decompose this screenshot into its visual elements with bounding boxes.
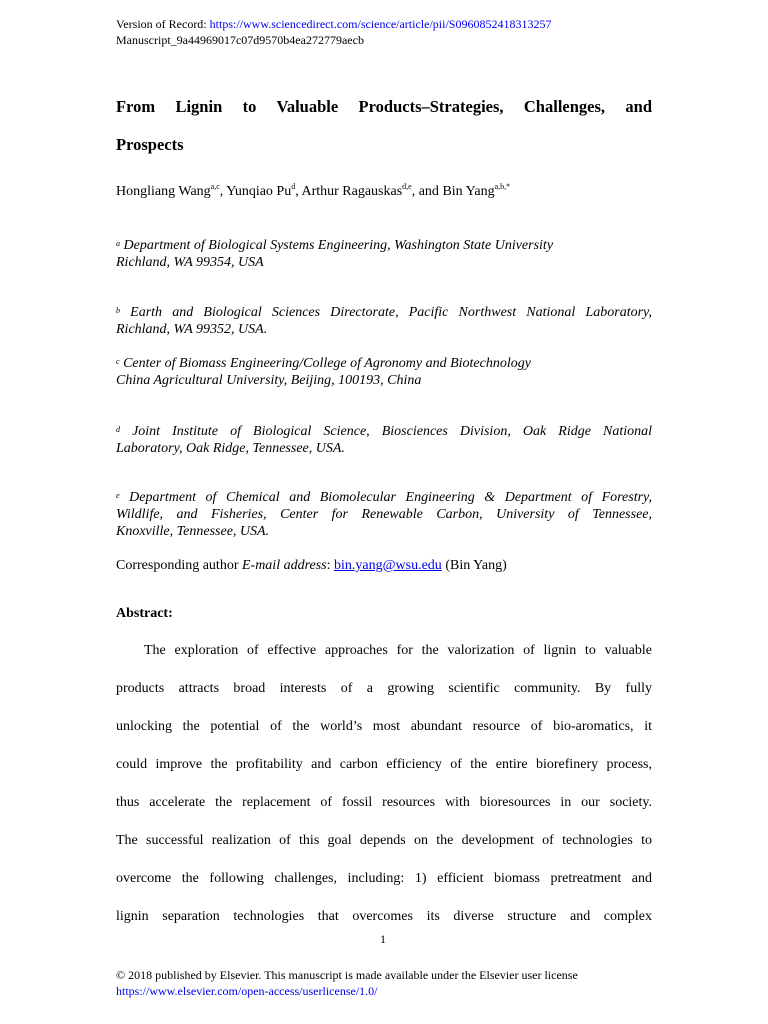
author-affiliation-mark: a,b,* <box>494 182 511 191</box>
affiliation-text: Knoxville, Tennessee, USA. <box>116 524 270 539</box>
version-of-record-line <box>116 17 551 32</box>
author-list <box>116 184 510 200</box>
paper-title-line-1: From Lignin to Valuable Products–Strategies, Challenges, and <box>116 97 652 116</box>
page-number: 1 <box>380 932 386 946</box>
email-label: E-mail address <box>241 558 327 573</box>
affiliation-text: Center of Biomass Engineering/College of Agronomy and Biotechnology <box>123 356 531 371</box>
affiliation-text: Joint Institute of Biological Science, Biosciences Division, Oak Ridge National <box>132 424 653 439</box>
abstract-line: could improve the profitability and carbon efficiency of the entire biorefinery process, <box>116 757 652 772</box>
author-affiliation-mark: d,e <box>402 182 412 191</box>
version-of-record-link[interactable]: https://www.sciencedirect.com/science/article/pii/S0960852418313257 <box>209 17 552 31</box>
corresponding-author <box>116 558 507 574</box>
affiliation-b <box>116 304 652 338</box>
affiliation-mark: a <box>116 239 120 248</box>
author-name: Yunqiao Pu <box>226 184 292 199</box>
author-name: Bin Yang <box>442 184 495 199</box>
corresponding-suffix: (Bin Yang) <box>441 558 507 573</box>
affiliation-text: Richland, WA 99354, USA <box>116 255 264 270</box>
affiliation-text: Laboratory, Oak Ridge, Tennessee, USA. <box>116 441 345 456</box>
affiliation-a <box>116 237 652 271</box>
affiliation-text: Richland, WA 99352, USA. <box>116 322 268 337</box>
abstract-line: unlocking the potential of the world’s most abundant resource of bio-aromatics, it <box>116 719 652 734</box>
abstract-line: products attracts broad interests of a growing scientific community. By fully <box>116 681 652 696</box>
email-colon: : <box>326 558 335 573</box>
abstract-line: The exploration of effective approaches for the valorization of lignin to valuable <box>144 643 652 658</box>
affiliation-mark: d <box>116 425 120 434</box>
license-link-line <box>116 984 377 999</box>
abstract-heading: Abstract: <box>116 606 173 621</box>
author-separator: , and <box>411 184 443 199</box>
affiliation-text: Department of Biological Systems Engineering, Washington State University <box>123 238 554 253</box>
license-link[interactable]: https://www.elsevier.com/open-access/userlicense/1.0/ <box>116 984 378 998</box>
affiliation-d <box>116 423 652 457</box>
affiliation-text: China Agricultural University, Beijing, 100193, China <box>116 373 422 388</box>
paper-title-line-2: Prospects <box>116 135 184 154</box>
author-name: Hongliang Wang <box>116 184 211 199</box>
author-separator: , <box>295 184 302 199</box>
abstract-line: overcome the following challenges, including: 1) efficient biomass pretreatment and <box>116 871 652 886</box>
author-separator: , <box>219 184 227 199</box>
abstract-line: The successful realization of this goal depends on the development of technologies to <box>116 833 652 848</box>
affiliation-mark: e <box>116 491 120 500</box>
corresponding-prefix: Corresponding author <box>116 558 242 573</box>
affiliation-e <box>116 489 652 540</box>
author-affiliation-mark: a,c <box>210 182 220 191</box>
affiliation-text: Department of Chemical and Biomolecular Engineering & Department of Forestry, <box>129 490 653 505</box>
affiliation-mark: c <box>116 357 120 366</box>
affiliation-mark: b <box>116 306 120 315</box>
author-affiliation-mark: d <box>291 182 296 191</box>
affiliation-text: Wildlife, and Fisheries, Center for Renewable Carbon, University of Tennessee, <box>116 507 652 522</box>
license-notice: © 2018 published by Elsevier. This manuscript is made available under the Elsevier user license <box>116 968 578 982</box>
affiliation-c <box>116 355 652 389</box>
affiliation-text: Earth and Biological Sciences Directorate, Pacific Northwest National Laboratory, <box>130 305 652 320</box>
manuscript-id: Manuscript_9a44969017c07d9570b4ea272779aecb <box>116 33 364 47</box>
abstract-line: thus accelerate the replacement of fossil resources with bioresources in our society. <box>116 795 652 810</box>
author-name: Arthur Ragauskas <box>301 184 403 199</box>
version-of-record-label: Version of Record: <box>116 17 210 31</box>
abstract-line: lignin separation technologies that overcomes its diverse structure and complex <box>116 909 652 924</box>
email-link[interactable]: bin.yang@wsu.edu <box>334 558 442 573</box>
